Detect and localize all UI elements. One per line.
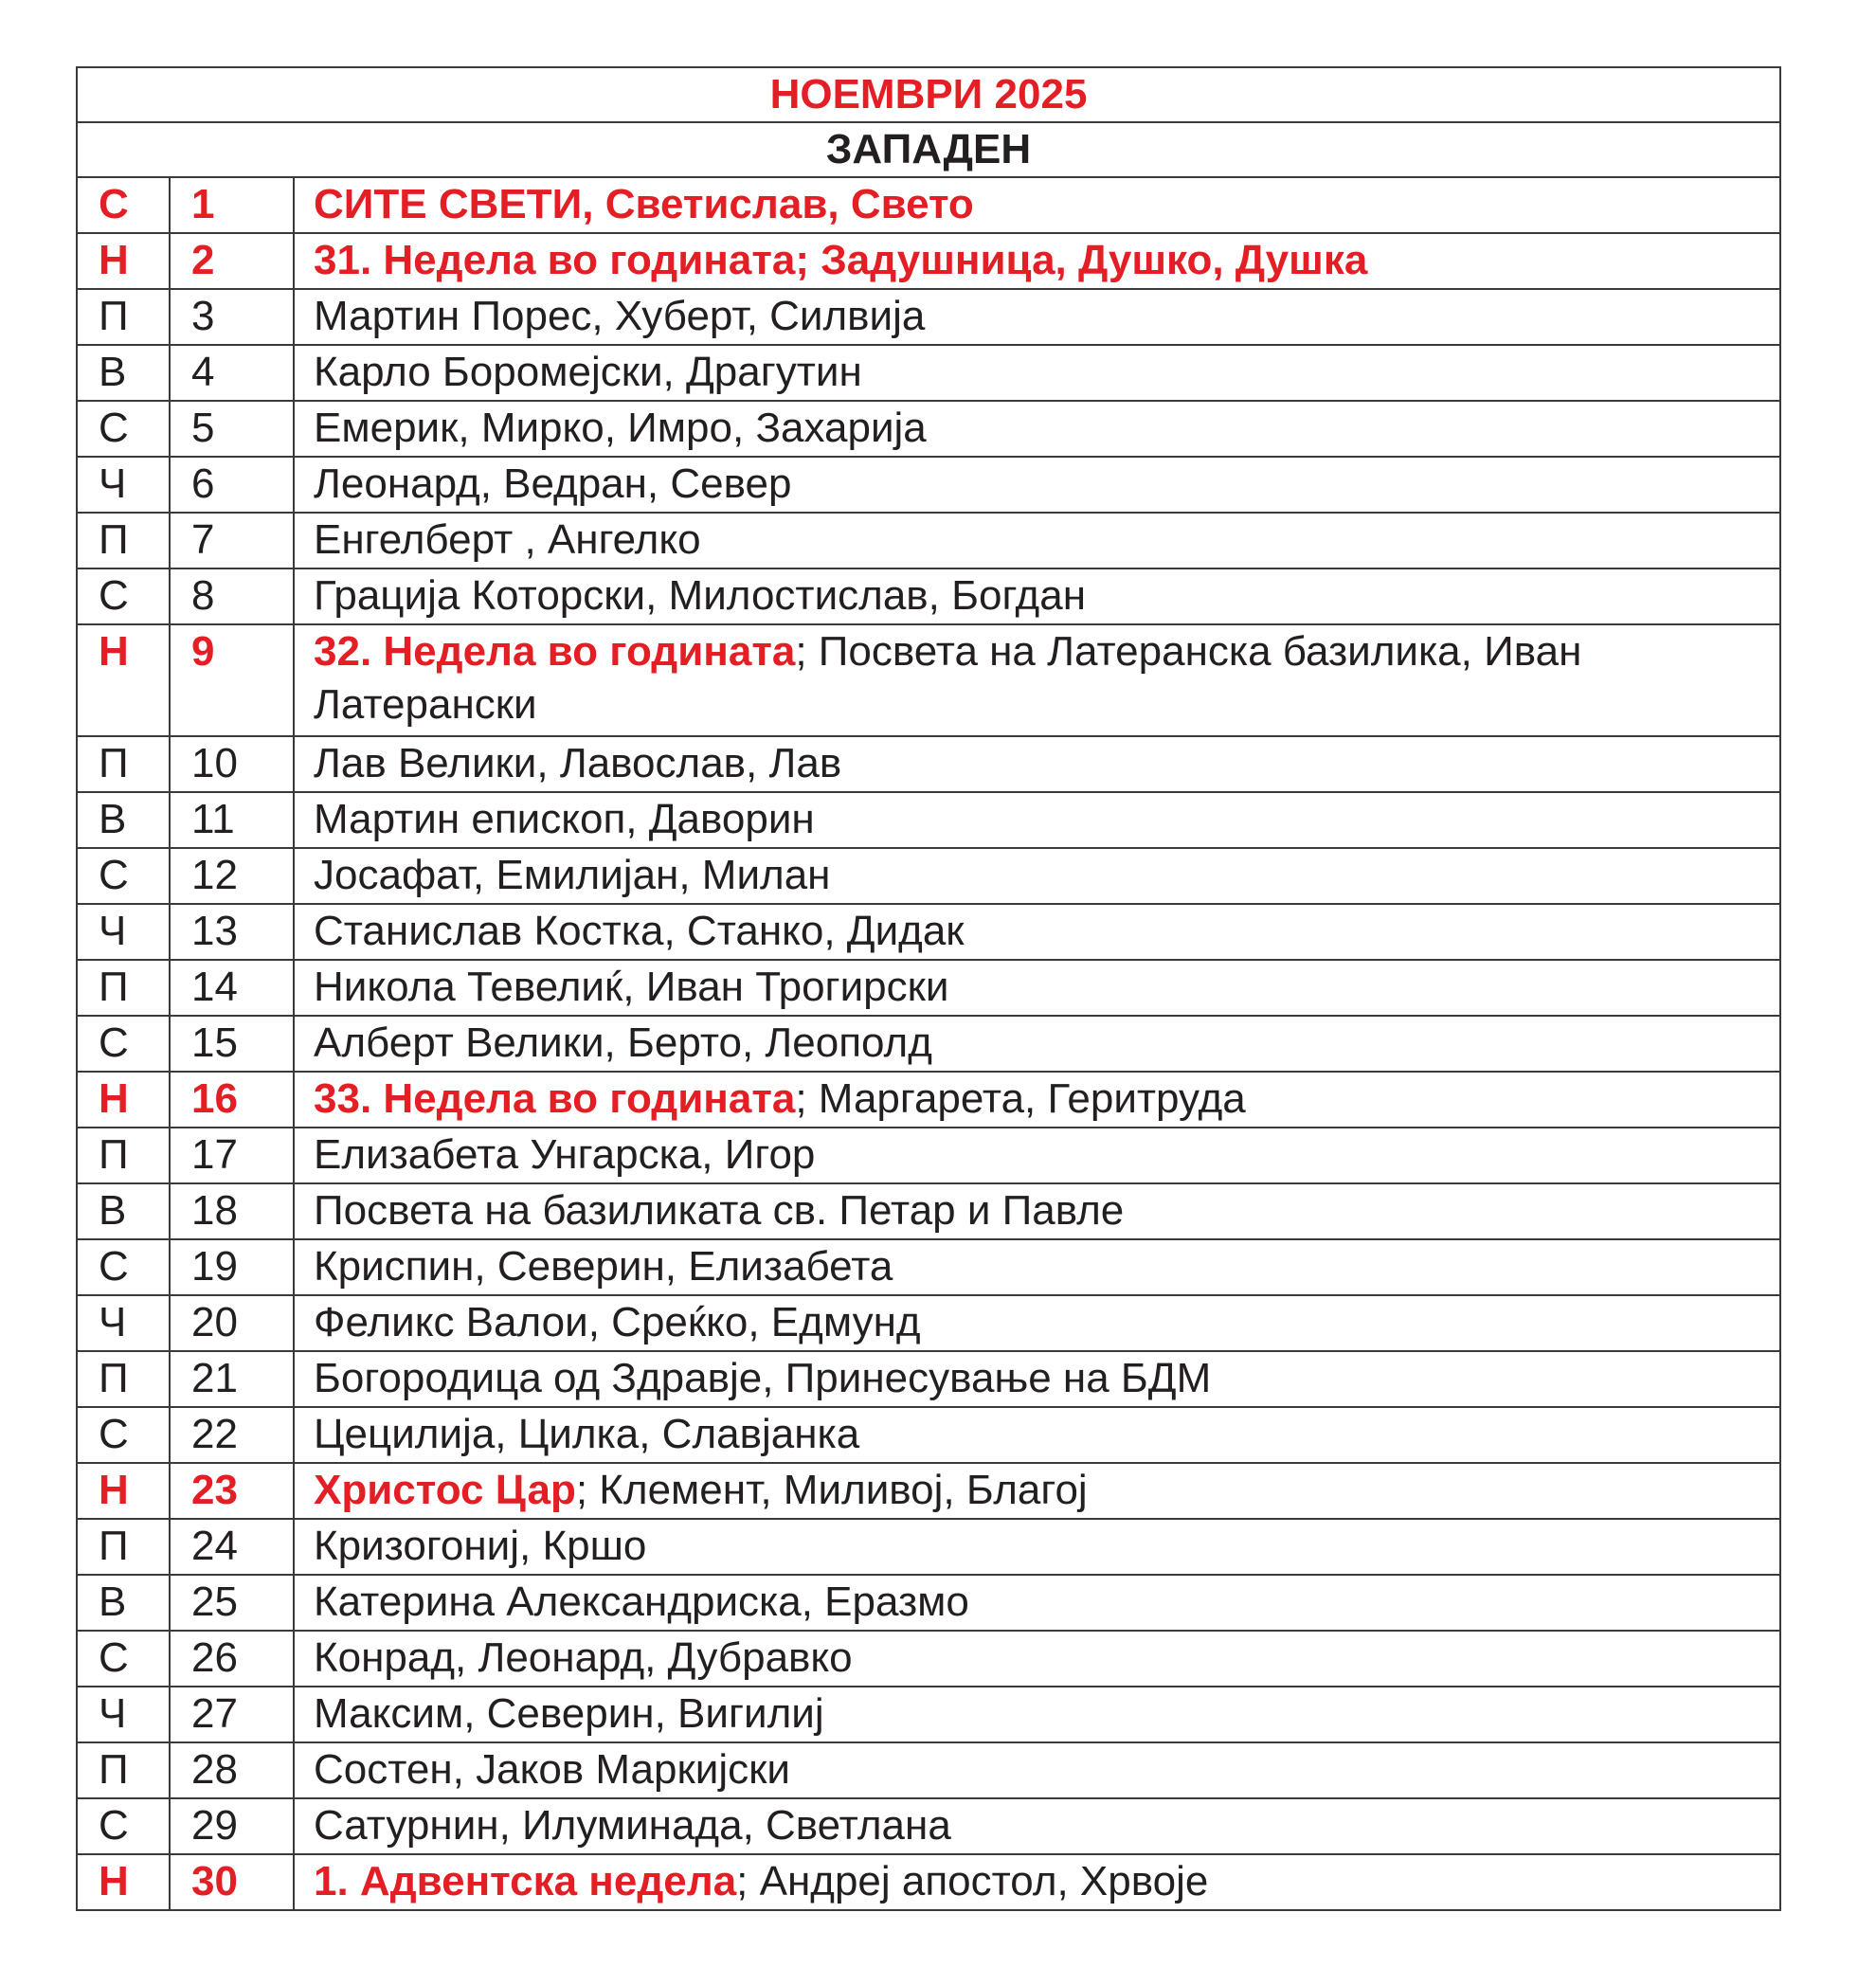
saint-names: ; Клемент, Миливој, Благој bbox=[575, 1467, 1088, 1513]
weekday-cell: П bbox=[77, 289, 170, 345]
day-number-cell: 22 bbox=[170, 1407, 294, 1463]
day-row bbox=[77, 904, 1780, 960]
saint-names: ; Посвета на Латеранска базилика, Иван Латерански bbox=[314, 628, 1582, 728]
day-number-cell: 12 bbox=[170, 848, 294, 904]
saint-names: Катерина Александриска, Еразмо bbox=[314, 1579, 969, 1625]
saint-names: Состен, Јаков Маркијски bbox=[314, 1746, 790, 1793]
day-row bbox=[77, 736, 1780, 792]
day-number-cell: 7 bbox=[170, 513, 294, 568]
name-day-cell bbox=[294, 1742, 1780, 1798]
name-day-cell bbox=[294, 1854, 1780, 1910]
saint-names: Емерик, Мирко, Имро, Захарија bbox=[314, 405, 927, 451]
weekday-cell: С bbox=[77, 177, 170, 233]
saint-names: Леонард, Ведран, Север bbox=[314, 460, 792, 507]
day-row bbox=[77, 1631, 1780, 1687]
saint-names: Енгелберт , Ангелко bbox=[314, 516, 701, 563]
day-row bbox=[77, 792, 1780, 848]
day-number-cell: 30 bbox=[170, 1854, 294, 1910]
day-number-cell: 2 bbox=[170, 233, 294, 289]
name-day-cell bbox=[294, 1351, 1780, 1407]
day-number-cell: 9 bbox=[170, 624, 294, 736]
name-day-cell bbox=[294, 233, 1780, 289]
weekday-cell: С bbox=[77, 1407, 170, 1463]
day-number-cell: 11 bbox=[170, 792, 294, 848]
day-number-cell: 24 bbox=[170, 1519, 294, 1575]
weekday-cell: С bbox=[77, 1239, 170, 1295]
feast-title: 1. Адвентска недела bbox=[314, 1858, 737, 1904]
day-row bbox=[77, 1463, 1780, 1519]
weekday-cell: Ч bbox=[77, 457, 170, 513]
weekday-cell: П bbox=[77, 1742, 170, 1798]
name-day-cell bbox=[294, 1519, 1780, 1575]
weekday-cell: П bbox=[77, 960, 170, 1016]
day-number-cell: 15 bbox=[170, 1016, 294, 1072]
name-day-cell bbox=[294, 568, 1780, 624]
name-day-cell bbox=[294, 345, 1780, 401]
saint-names: Елизабета Унгарска, Игор bbox=[314, 1131, 816, 1178]
name-day-cell bbox=[294, 457, 1780, 513]
weekday-cell: Н bbox=[77, 624, 170, 736]
weekday-cell: Н bbox=[77, 1854, 170, 1910]
saint-names: Конрад, Леонард, Дубравко bbox=[314, 1634, 853, 1681]
name-day-cell bbox=[294, 1798, 1780, 1854]
name-day-cell bbox=[294, 513, 1780, 568]
saint-names: Феликс Валои, Среќко, Едмунд bbox=[314, 1299, 921, 1345]
day-row bbox=[77, 1128, 1780, 1183]
feast-title: 32. Недела во годината bbox=[314, 628, 796, 675]
day-number-cell: 18 bbox=[170, 1183, 294, 1239]
weekday-cell: Н bbox=[77, 233, 170, 289]
day-number-cell: 14 bbox=[170, 960, 294, 1016]
day-row bbox=[77, 1351, 1780, 1407]
saint-names: Богородица од Здравје, Принесување на БДМ bbox=[314, 1355, 1212, 1401]
day-number-cell: 23 bbox=[170, 1463, 294, 1519]
day-number-cell: 29 bbox=[170, 1798, 294, 1854]
day-row bbox=[77, 1798, 1780, 1854]
name-day-cell bbox=[294, 1295, 1780, 1351]
weekday-cell: П bbox=[77, 1351, 170, 1407]
name-day-cell bbox=[294, 904, 1780, 960]
name-day-cell bbox=[294, 1463, 1780, 1519]
name-day-cell bbox=[294, 792, 1780, 848]
name-day-cell bbox=[294, 1687, 1780, 1742]
day-row bbox=[77, 289, 1780, 345]
day-number-cell: 16 bbox=[170, 1072, 294, 1128]
name-day-cell bbox=[294, 1016, 1780, 1072]
day-row bbox=[77, 233, 1780, 289]
day-row bbox=[77, 177, 1780, 233]
day-row bbox=[77, 1407, 1780, 1463]
saint-names: Јосафат, Емилијан, Милан bbox=[314, 852, 831, 898]
day-number-cell: 3 bbox=[170, 289, 294, 345]
day-row bbox=[77, 1239, 1780, 1295]
rite-header-row bbox=[77, 122, 1780, 177]
saint-names: Карло Боромејски, Драгутин bbox=[314, 349, 862, 395]
saint-names: Станислав Костка, Станко, Дидак bbox=[314, 908, 965, 954]
feast-title: Христос Цар bbox=[314, 1467, 576, 1513]
day-row bbox=[77, 1854, 1780, 1910]
day-number-cell: 13 bbox=[170, 904, 294, 960]
day-number-cell: 21 bbox=[170, 1351, 294, 1407]
name-day-cell bbox=[294, 1575, 1780, 1631]
weekday-cell: П bbox=[77, 736, 170, 792]
day-row bbox=[77, 1687, 1780, 1742]
weekday-cell: В bbox=[77, 1183, 170, 1239]
weekday-cell: Н bbox=[77, 1463, 170, 1519]
saint-names: ; Андреј апостол, Хрвоје bbox=[736, 1858, 1209, 1904]
name-day-cell bbox=[294, 401, 1780, 457]
month-header-row bbox=[77, 67, 1780, 122]
day-number-cell: 28 bbox=[170, 1742, 294, 1798]
day-number-cell: 5 bbox=[170, 401, 294, 457]
saint-names: Лав Велики, Лавослав, Лав bbox=[314, 740, 842, 786]
day-row bbox=[77, 457, 1780, 513]
weekday-cell: П bbox=[77, 1519, 170, 1575]
day-row bbox=[77, 1016, 1780, 1072]
saint-names: Мартин Порес, Хуберт, Силвија bbox=[314, 293, 926, 339]
weekday-cell: В bbox=[77, 1575, 170, 1631]
day-row bbox=[77, 624, 1780, 736]
name-day-cell bbox=[294, 1631, 1780, 1687]
weekday-cell: П bbox=[77, 513, 170, 568]
weekday-cell: С bbox=[77, 1016, 170, 1072]
saint-names: Посвета на базиликата св. Петар и Павле bbox=[314, 1187, 1125, 1234]
day-row bbox=[77, 1575, 1780, 1631]
day-row bbox=[77, 848, 1780, 904]
calendar-table bbox=[76, 66, 1781, 1911]
weekday-cell: С bbox=[77, 401, 170, 457]
day-number-cell: 6 bbox=[170, 457, 294, 513]
day-number-cell: 19 bbox=[170, 1239, 294, 1295]
feast-title: СИТЕ СВЕТИ, Светислав, Свето bbox=[314, 181, 974, 227]
weekday-cell: Ч bbox=[77, 1687, 170, 1742]
weekday-cell: Ч bbox=[77, 904, 170, 960]
name-day-cell bbox=[294, 1239, 1780, 1295]
weekday-cell: В bbox=[77, 792, 170, 848]
saint-names: Максим, Северин, Вигилиј bbox=[314, 1690, 824, 1737]
day-row bbox=[77, 1519, 1780, 1575]
name-day-cell bbox=[294, 177, 1780, 233]
weekday-cell: С bbox=[77, 1798, 170, 1854]
feast-title: 31. Недела во годината; Задушница, Душко, Душка bbox=[314, 237, 1368, 283]
name-day-cell bbox=[294, 1128, 1780, 1183]
month-title: НОЕМВРИ 2025 bbox=[77, 67, 1780, 122]
day-number-cell: 10 bbox=[170, 736, 294, 792]
weekday-cell: В bbox=[77, 345, 170, 401]
name-day-cell bbox=[294, 1072, 1780, 1128]
weekday-cell: С bbox=[77, 1631, 170, 1687]
day-number-cell: 1 bbox=[170, 177, 294, 233]
saint-names: Цецилија, Цилка, Славјанка bbox=[314, 1411, 860, 1457]
day-number-cell: 25 bbox=[170, 1575, 294, 1631]
saint-names: ; Маргарета, Геритруда bbox=[795, 1075, 1246, 1122]
day-number-cell: 27 bbox=[170, 1687, 294, 1742]
day-row bbox=[77, 568, 1780, 624]
day-number-cell: 17 bbox=[170, 1128, 294, 1183]
name-day-cell bbox=[294, 289, 1780, 345]
day-row bbox=[77, 1295, 1780, 1351]
feast-title: 33. Недела во годината bbox=[314, 1075, 796, 1122]
name-day-cell bbox=[294, 1407, 1780, 1463]
saint-names: Алберт Велики, Берто, Леополд bbox=[314, 1020, 932, 1066]
name-day-cell bbox=[294, 848, 1780, 904]
day-row bbox=[77, 345, 1780, 401]
weekday-cell: С bbox=[77, 848, 170, 904]
day-row bbox=[77, 401, 1780, 457]
day-row bbox=[77, 1742, 1780, 1798]
saint-names: Сатурнин, Илуминада, Светлана bbox=[314, 1802, 951, 1849]
name-day-cell bbox=[294, 1183, 1780, 1239]
saint-names: Никола Тевелиќ, Иван Трогирски bbox=[314, 964, 949, 1010]
rite-title: ЗАПАДЕН bbox=[77, 122, 1780, 177]
day-row bbox=[77, 960, 1780, 1016]
day-row bbox=[77, 1183, 1780, 1239]
weekday-cell: Н bbox=[77, 1072, 170, 1128]
saint-names: Кризогониј, Кршо bbox=[314, 1523, 647, 1569]
saint-names: Грација Которски, Милостислав, Богдан bbox=[314, 572, 1086, 619]
saint-names: Криспин, Северин, Елизабета bbox=[314, 1243, 893, 1290]
name-day-cell bbox=[294, 736, 1780, 792]
day-number-cell: 26 bbox=[170, 1631, 294, 1687]
weekday-cell: С bbox=[77, 568, 170, 624]
day-row bbox=[77, 1072, 1780, 1128]
weekday-cell: П bbox=[77, 1128, 170, 1183]
day-number-cell: 20 bbox=[170, 1295, 294, 1351]
name-day-cell bbox=[294, 960, 1780, 1016]
weekday-cell: Ч bbox=[77, 1295, 170, 1351]
day-number-cell: 4 bbox=[170, 345, 294, 401]
name-day-cell bbox=[294, 624, 1780, 736]
day-number-cell: 8 bbox=[170, 568, 294, 624]
saint-names: Мартин епископ, Даворин bbox=[314, 796, 815, 842]
day-row bbox=[77, 513, 1780, 568]
